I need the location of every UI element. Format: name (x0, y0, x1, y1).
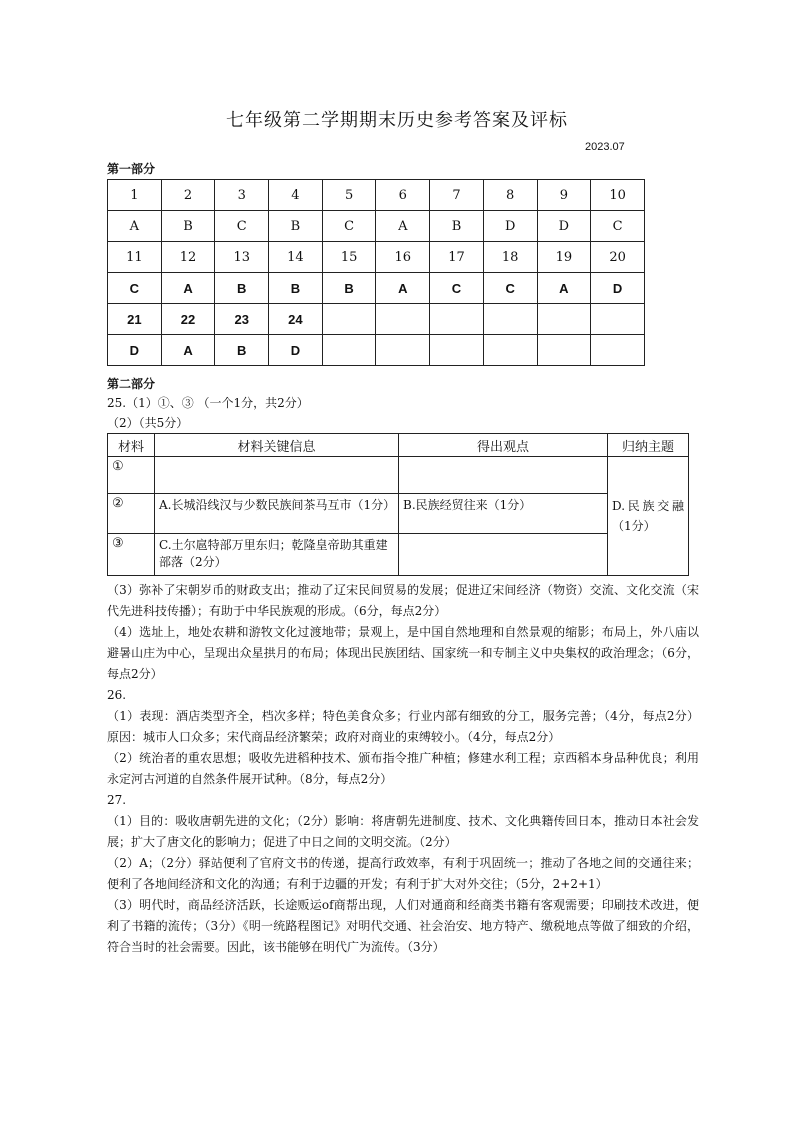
answer-letter-cell: D (269, 335, 323, 366)
answer-letter-cell: A (537, 273, 591, 304)
material-view-1 (399, 457, 608, 494)
question-number-cell: 7 (430, 180, 484, 211)
question-number-cell: 3 (215, 180, 269, 211)
material-analysis-table (107, 433, 689, 576)
q25-sub2: （2）（共5分） (107, 416, 189, 430)
answer-table-row (108, 180, 645, 211)
q27-number: 27. (107, 793, 127, 807)
answer-letter-cell: A (108, 211, 162, 242)
question-number-cell: 1 (108, 180, 162, 211)
q25-sub3: （3）弥补了宋朝岁币的财政支出；推动了辽宋民间贸易的发展；促进辽宋间经济（物资）交流、文化交流（宋代先进科技传播）；有助于中华民族观的形成。（6分，每点2分） (107, 583, 699, 618)
question-number-cell: 19 (537, 242, 591, 273)
part1-heading: 第一部分 (107, 162, 156, 176)
question-number-cell: 24 (269, 304, 323, 335)
question-number-cell: 20 (591, 242, 645, 273)
question-number-cell: 8 (483, 180, 537, 211)
answer-letter-cell: B (215, 273, 269, 304)
q25-sub4: （4）选址上，地处农耕和游牧文化过渡地带；景观上，是中国自然地理和自然景观的缩影；布局上，外八庙以避暑山庄为中心，呈现出众星拱月的布局；体现出民族团结、国家统一和专制主义中央集权的政治理念；（6分，每点2分） (107, 625, 699, 681)
answer-letter-cell: C (591, 211, 645, 242)
answer-letter-cell: D (108, 335, 162, 366)
question-number-cell: 10 (591, 180, 645, 211)
answer-table-row (108, 304, 645, 335)
summary-theme: D.民族交融（1分） (608, 457, 689, 576)
question-number-cell (430, 304, 484, 335)
material-info-3: C.土尔扈特部万里东归；乾隆皇帝助其重建部落（2分） (155, 534, 399, 576)
question-number-cell (322, 304, 376, 335)
q27-sub1: （1）目的：吸收唐朝先进的文化；（2分）影响：将唐朝先进制度、技术、文化典籍传回日本，推动日本社会发展；扩大了唐文化的影响力；促进了中日之间的文明交流。（2分） (107, 814, 699, 849)
question-number-cell: 5 (322, 180, 376, 211)
question-number-cell: 15 (322, 242, 376, 273)
q26-number: 26. (107, 688, 127, 702)
answer-letter-cell: C (215, 211, 269, 242)
answer-letter-cell: C (483, 273, 537, 304)
answer-letter-cell (430, 335, 484, 366)
header-viewpoint: 得出观点 (399, 434, 608, 457)
answer-letter-cell: B (215, 335, 269, 366)
material-view-3 (399, 534, 608, 576)
question-number-cell: 4 (269, 180, 323, 211)
multiple-choice-answer-table (107, 179, 645, 366)
answer-letter-cell (376, 335, 430, 366)
answer-letter-cell: D (591, 273, 645, 304)
question-number-cell: 13 (215, 242, 269, 273)
question-number-cell: 23 (215, 304, 269, 335)
question-number-cell: 14 (269, 242, 323, 273)
answer-letter-cell (537, 335, 591, 366)
answer-table-row (108, 211, 645, 242)
answer-table-row (108, 273, 645, 304)
header-key-info: 材料关键信息 (155, 434, 399, 457)
q26-sub1: （1）表现：酒店类型齐全，档次多样；特色美食众多；行业内部有细致的分工，服务完善；（4分，每点2分）原因：城市人口众多；宋代商品经济繁荣；政府对商业的束缚较小。（4分，每点2分） (107, 709, 699, 744)
answer-letter-cell: A (376, 273, 430, 304)
document-date: 2023.07 (585, 141, 625, 153)
material-mark-3: ③ (108, 534, 155, 576)
answer-letter-cell: C (322, 211, 376, 242)
answer-table-row (108, 335, 645, 366)
question-number-cell: 6 (376, 180, 430, 211)
q25-sub1: 25.（1）①、③ （一个1分，共2分） (107, 396, 309, 410)
answer-letter-cell: D (483, 211, 537, 242)
answer-letter-cell: A (161, 273, 215, 304)
answer-letter-cell (322, 335, 376, 366)
q27-sub3: （3）明代时，商品经济活跃，长途贩运of商帮出现，人们对通商和经商类书籍有客观需要；印刷技术改进，便利了书籍的流传；（3分）《明一统路程图记》对明代交通、社会治安、地方特产、缴税地点等做了细致的介绍，符合当时的社会需要。因此，该书能够在明代广为流传。（3分） (107, 898, 699, 954)
answer-letter-cell: B (161, 211, 215, 242)
question-number-cell (591, 304, 645, 335)
material-mark-2: ② (108, 494, 155, 534)
question-number-cell: 11 (108, 242, 162, 273)
material-info-1 (155, 457, 399, 494)
q26-sub2: （2）统治者的重农思想；吸收先进稻种技术、颁布指令推广种植；修建水利工程；京西稻本身品种优良；利用永定河古河道的自然条件展开试种。（8分，每点2分） (107, 751, 699, 786)
question-number-cell (483, 304, 537, 335)
question-number-cell: 22 (161, 304, 215, 335)
material-info-2: A.长城沿线汉与少数民族间茶马互市（1分） (155, 494, 399, 534)
header-theme: 归纳主题 (608, 434, 689, 457)
material-view-2: B.民族经贸往来（1分） (399, 494, 608, 534)
answer-letter-cell: B (269, 211, 323, 242)
answer-letter-cell (591, 335, 645, 366)
answer-letter-cell: B (430, 211, 484, 242)
page-title: 七年级第二学期期末历史参考答案及评标 (226, 110, 568, 131)
answer-table-row (108, 242, 645, 273)
answer-letter-cell (483, 335, 537, 366)
answer-letter-cell: D (537, 211, 591, 242)
q27-sub2: （2）A；（2分）驿站便利了官府文书的传递，提高行政效率，有利于巩固统一；推动了各地之间的交通往来；便利了各地间经济和文化的沟通；有利于边疆的开发；有利于扩大对外交往；（5分，2+2+1） (107, 856, 699, 891)
question-number-cell: 18 (483, 242, 537, 273)
answer-letter-cell: B (322, 273, 376, 304)
part2-heading: 第二部分 (107, 377, 156, 391)
answer-letter-cell: C (430, 273, 484, 304)
question-number-cell: 16 (376, 242, 430, 273)
question-number-cell: 17 (430, 242, 484, 273)
material-mark-1: ① (108, 457, 155, 494)
question-number-cell (537, 304, 591, 335)
question-number-cell: 2 (161, 180, 215, 211)
question-number-cell: 12 (161, 242, 215, 273)
answer-letter-cell: A (161, 335, 215, 366)
question-number-cell (376, 304, 430, 335)
question-number-cell: 21 (108, 304, 162, 335)
header-material: 材料 (108, 434, 155, 457)
answers-text-block (107, 580, 699, 958)
question-number-cell: 9 (537, 180, 591, 211)
answer-letter-cell: C (108, 273, 162, 304)
answer-letter-cell: A (376, 211, 430, 242)
answer-letter-cell: B (269, 273, 323, 304)
